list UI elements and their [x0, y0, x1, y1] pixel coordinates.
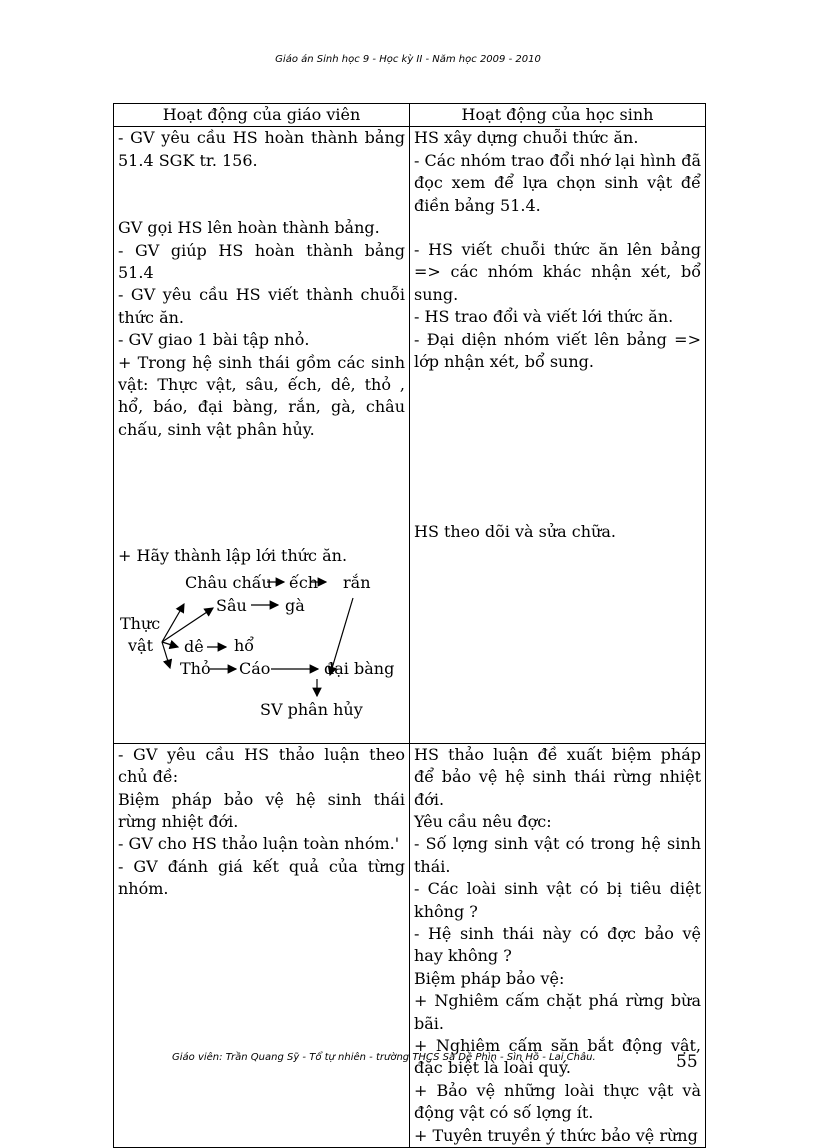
node-sau: Sâu	[216, 595, 247, 615]
student-line: Biệm pháp bảo vệ:	[414, 968, 565, 988]
col-student-header: Hoạt động của học sinh	[410, 104, 706, 127]
teacher-line: + Hãy thành lập lới thức ăn.	[118, 546, 348, 566]
student-line: + Bảo vệ những loài thực vật và động vật có số lợng ít.	[414, 1080, 701, 1123]
student-line: HS xây dựng chuỗi thức ăn.	[414, 128, 639, 148]
student-line: HS thảo luận đề xuất biệm pháp để bảo vệ hệ sinh thái rừng nhiệt đới.	[414, 744, 701, 809]
teacher-line: - GV giao 1 bài tập nhỏ.	[118, 330, 310, 350]
food-web-diagram	[118, 568, 405, 743]
node-de: dê	[184, 636, 204, 656]
table-row	[114, 743, 706, 1147]
student-line: + Tuyên truyền ý thức bảo vệ rừng	[414, 1125, 698, 1145]
student-line: Yêu cầu nêu đợc:	[414, 811, 552, 831]
node-cao: Cáo	[239, 658, 271, 678]
student-cell-2	[410, 743, 706, 1147]
table-header-row	[114, 104, 706, 127]
teacher-line: + Trong hệ sinh thái gồm các sinh vật: Thực vật, sâu, ếch, dê, thỏ , hổ, báo, đại bàng, rắn, gà, châu chấu, sinh vật phân hủy.	[118, 352, 405, 439]
node-tho: Thỏ	[180, 658, 211, 678]
student-line: + Nghiêm cấm săn bắt động vật, đặc biệt là loài quý.	[414, 1035, 701, 1078]
student-line: - HS trao đổi và viết lới thức ăn.	[414, 307, 674, 327]
student-line: - Hệ sinh thái này có đợc bảo vệ hay không ?	[414, 923, 701, 966]
lesson-table	[113, 103, 706, 1148]
teacher-line: GV gọi HS lên hoàn thành bảng.	[118, 218, 380, 238]
student-line: + Nghiêm cấm chặt phá rừng bừa bãi.	[414, 991, 701, 1033]
student-line: - Số lợng sinh vật có trong hệ sinh thái.	[414, 834, 701, 876]
node-ga: gà	[285, 595, 305, 615]
col-teacher-header: Hoạt động của giáo viên	[114, 104, 410, 127]
student-line: - Các nhóm trao đổi nhớ lại hình đã đọc xem để lựa chọn sinh vật để điền bảng 51.4.	[414, 150, 701, 215]
teacher-line: - GV cho HS thảo luận toàn nhóm.'	[118, 834, 400, 854]
student-line: - Đại diện nhóm viết lên bảng => lớp nhận xét, bổ sung.	[414, 329, 701, 372]
student-cell-1	[410, 127, 706, 743]
teacher-cell-2	[114, 743, 410, 1147]
table-row	[114, 127, 706, 743]
teacher-line: Biệm pháp bảo vệ hệ sinh thái rừng nhiệt đới.	[118, 789, 405, 831]
teacher-line: - GV yêu cầu HS hoàn thành bảng 51.4 SGK tr. 156.	[118, 128, 405, 170]
teacher-line: - GV giúp HS hoàn thành bảng 51.4	[118, 240, 405, 283]
food-web-arrows	[118, 568, 406, 743]
node-dai-bang: đại bàng	[324, 658, 395, 678]
teacher-cell-1	[114, 127, 410, 743]
node-ech: ếch	[289, 572, 319, 592]
page-number: 55	[676, 1052, 698, 1072]
student-line: HS theo dõi và sửa chữa.	[414, 522, 616, 542]
node-chau-chau: Châu chấu	[185, 572, 272, 592]
page-footer: Giáo viên: Trần Quang Sỹ - Tổ tự nhiên - trường THCS Sà Dề Phìn - Sìn Hồ - Lai Châu.	[172, 1052, 596, 1063]
node-thuc: Thực	[120, 613, 161, 633]
node-ho: hổ	[234, 635, 255, 655]
page-header: Giáo án Sinh học 9 - Học kỳ II - Năm học 2009 - 2010	[275, 54, 541, 65]
teacher-line: - GV đánh giá kết quả của từng nhóm.	[118, 856, 405, 899]
student-line: - HS viết chuỗi thức ăn lên bảng => các nhóm khác nhận xét, bổ sung.	[414, 240, 701, 304]
student-line: - Các loài sinh vật có bị tiêu diệt không ?	[414, 879, 701, 921]
node-sv-phan-huy: SV phân hủy	[260, 699, 363, 719]
node-ran: rắn	[343, 572, 371, 592]
node-vat: vật	[128, 635, 154, 655]
teacher-line: - GV yêu cầu HS thảo luận theo chủ đề:	[118, 744, 405, 787]
teacher-line: - GV yêu cầu HS viết thành chuỗi thức ăn.	[118, 285, 405, 327]
